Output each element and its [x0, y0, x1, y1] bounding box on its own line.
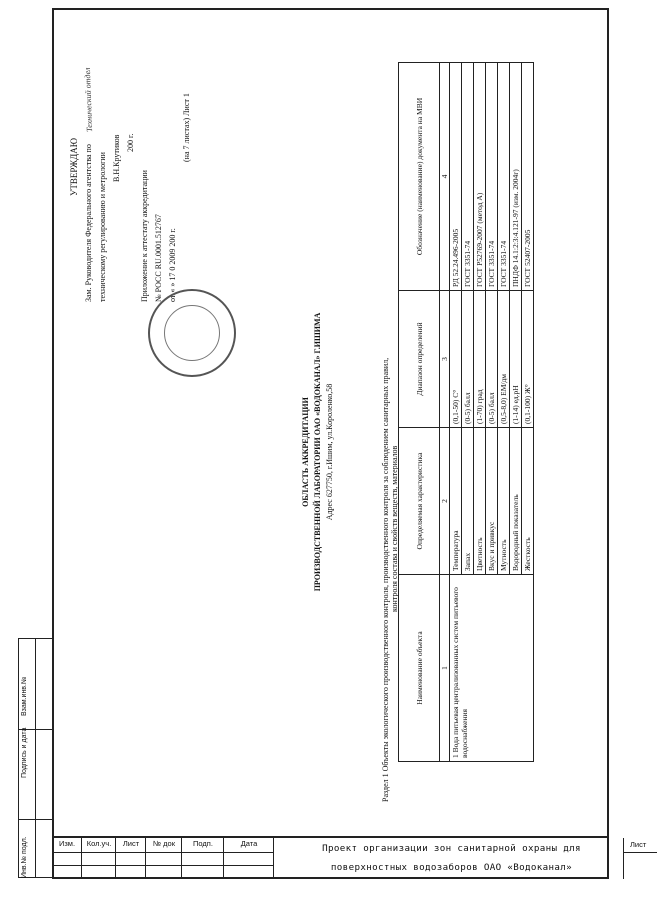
characteristic: Мутность: [498, 428, 510, 575]
col-number: 2: [440, 428, 450, 575]
table-row: [450, 63, 462, 762]
document: ГОСТ 3351-74: [486, 63, 498, 291]
approve-line: от « » 17 0 2009 200 г.: [168, 228, 177, 302]
object-name: 1 Вода питьевая централизованных систем питьевого водоснабжения: [450, 575, 534, 762]
document: ПНДФ 14.1:2:3:4.121-97 (изм. 2004г): [510, 63, 522, 291]
title-line: ОБЛАСТЬ АККРЕДИТАЦИИ: [301, 397, 310, 507]
range: (0,5-8,0) ЕМ/дм: [498, 291, 510, 428]
section-subtitle: контроля состава и свойств веществ, материалов: [390, 445, 399, 612]
col-header-object: Наименование объекта: [399, 575, 440, 762]
rotated-content: [62, 22, 602, 822]
document: РД 52.24.496-2005: [450, 63, 462, 291]
approve-line: техническому регулированию и метрологии: [98, 152, 107, 302]
stamp-header-change: Изм.: [58, 839, 76, 848]
accreditation-table: [398, 62, 534, 762]
characteristic: Вкус и привкус: [486, 428, 498, 575]
project-title-line2: поверхностных водозаборов ОАО «Водоканал»: [330, 862, 573, 873]
title-block: [52, 836, 647, 879]
inv-original-label: Инв.№ подл.: [21, 836, 28, 878]
range: (0-5) балл: [486, 291, 498, 428]
stamp-header-count: Кол.уч.: [86, 839, 112, 848]
document: ГОСТ Р52769-2007 (метод А): [474, 63, 486, 291]
col-header-characteristic: Определяемая характеристика: [399, 428, 440, 575]
range: (1-70) град: [474, 291, 486, 428]
col-number: 1: [440, 575, 450, 762]
col-number: 3: [440, 291, 450, 428]
col-header-document: Обозначение (наименование) документа на МВИ: [399, 63, 440, 291]
approve-line: Зам. Руководителя Федерального агентства по: [84, 144, 93, 302]
address-line: Адрес 627750, г.Ишим, ул.Короленко,58: [325, 383, 334, 521]
characteristic: Запах: [462, 428, 474, 575]
approve-line: № РОСС RU.0001.512767: [154, 214, 163, 302]
scanned-document: [62, 22, 602, 822]
document-title: [302, 232, 338, 672]
approval-block: [70, 32, 197, 302]
approve-line: (на 7 листах) Лист 1: [182, 93, 191, 162]
stamp-header-sheet: Лист: [122, 839, 140, 848]
title-line: ПРОИЗВОДСТВЕННОЙ ЛАБОРАТОРИИ ОАО «ВОДОКАНАЛ» Г.ИШИМА: [313, 312, 322, 592]
document: ГОСТ 3351-74: [462, 63, 474, 291]
section-title: Раздел 1 Объекты экологического производственного контроля, производственного контроля за соблюдением санитарных правил,: [381, 357, 390, 802]
stamp-header-doc-num: № док: [153, 839, 175, 848]
official-seal: [148, 289, 236, 377]
approve-line: Приложение к аттестату аккредитации: [140, 170, 149, 302]
sheet-label: Лист: [630, 840, 647, 849]
col-number: 4: [440, 63, 450, 291]
characteristic: Цветность: [474, 428, 486, 575]
characteristic: Водородный показатель: [510, 428, 522, 575]
handwritten-note: Технический отдел: [82, 67, 95, 133]
document: ГОСТ 52407-2005: [522, 63, 534, 291]
document: ГОСТ 3351-74: [498, 63, 510, 291]
approve-line: В.Н.Крутиков: [112, 134, 121, 182]
range: (0-5) балл: [462, 291, 474, 428]
range: (1-14) ед.рН: [510, 291, 522, 428]
project-title-line1: Проект организации зон санитарной охраны для: [322, 843, 581, 854]
characteristic: Температура: [450, 428, 462, 575]
replace-inv-label: Взам.инв.№: [21, 676, 28, 716]
approve-line: 200 г.: [126, 133, 135, 152]
characteristic: Жесткость: [522, 428, 534, 575]
stamp-header-date: Дата: [240, 839, 258, 848]
range: (0,1-100) Ж°: [522, 291, 534, 428]
col-header-range: Диапазон определений: [399, 291, 440, 428]
stamp-header-signature: Подп.: [193, 839, 213, 848]
range: (0,1-50) С°: [450, 291, 462, 428]
approve-heading: УТВЕРЖДАЮ: [69, 138, 79, 197]
signature-date-label: Подпись и дата: [21, 727, 28, 778]
